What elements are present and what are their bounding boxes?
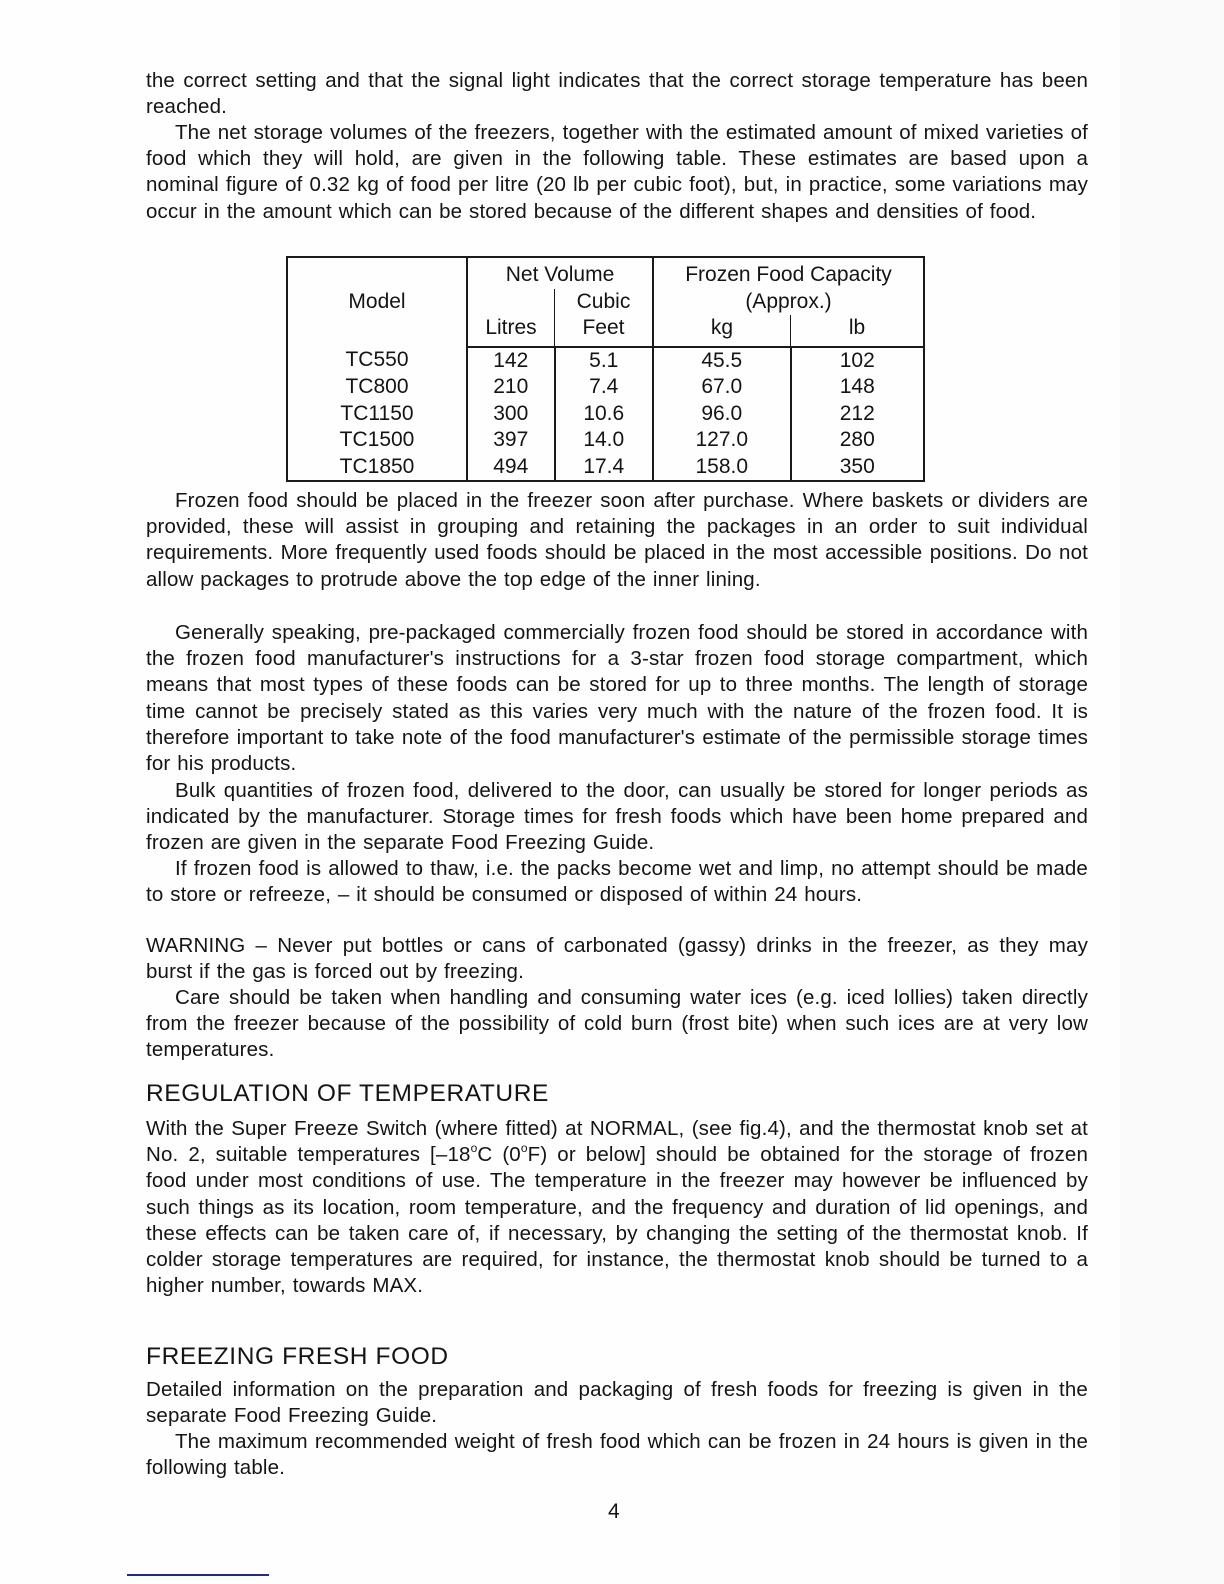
paragraph-net-storage: The net storage volumes of the freezers, together with the estimated amount of mixed varieties of food which they will hold, are given in the following table. These estimates are based upon a nominal figure of 0.32 kg of food per litre (20 lb per cubic foot), but, in practice, some variations may occur in the amount which can be stored because of the different shapes and densities of food. (146, 121, 1088, 223)
table-row: TC1500 397 14.0 127.0 280 (287, 427, 924, 454)
paragraph-continued: the correct setting and that the signal light indicates that the correct storage temperature has been reached. (146, 69, 1088, 119)
paragraph-water-ices: Care should be taken when handling and consuming water ices (e.g. iced lollies) taken directly from the freezer because of the possibility of cold burn (frost bite) when such ices are at very low temperatures. (146, 986, 1088, 1062)
header-feet: Feet (555, 315, 654, 347)
header-net-volume: Net Volume (467, 257, 653, 289)
table-header-row-1 (287, 257, 924, 289)
paragraph-max-weight: The maximum recommended weight of fresh food which can be frozen in 24 hours is given in the following table. (146, 1430, 1088, 1480)
heading-regulation-of-temperature: REGULATION OF TEMPERATURE (146, 1080, 549, 1107)
table-row: TC1150 300 10.6 96.0 212 (287, 401, 924, 428)
header-litres: Litres (467, 315, 555, 347)
degree-symbol: o (520, 1141, 528, 1156)
degree-symbol: o (470, 1141, 478, 1156)
header-kg: kg (653, 315, 791, 347)
paragraph-bulk-quantities: Bulk quantities of frozen food, delivered to the door, can usually be stored for longer periods as indicated by the manufacturer. Storage times for fresh foods which have been home prepared and frozen are given in the separate Food Freezing Guide. (146, 779, 1088, 855)
page-margin-shade (1120, 0, 1224, 1584)
capacity-table (286, 256, 925, 482)
paragraph-thaw: If frozen food is allowed to thaw, i.e. the packs become wet and limp, no attempt should be made to store or refreeze, – it should be consumed or disposed of within 24 hours. (146, 857, 1088, 907)
header-lb: lb (791, 315, 925, 347)
header-cubic: Cubic (555, 289, 654, 316)
header-model: Model (348, 290, 406, 313)
paragraph-commercial-storage: Generally speaking, pre-packaged commercially frozen food should be stored in accordance with the frozen food manufacturer's instructions for a 3-star frozen food storage compartment, which means that most types of these foods can be stored for up to three months. The length of storage time cannot be precisely stated as this varies very much with the nature of the frozen food. It is therefore important to take note of the food manufacturer's estimate of the permissible storage times for his products. (146, 621, 1088, 776)
table-row: TC550 142 5.1 45.5 102 (287, 347, 924, 375)
paragraph-regulation: With the Super Freeze Switch (where fitted) at NORMAL, (see fig.4), and the thermostat knob set at No. 2, suitable temperatures [–18$^o$C (0$^o$F) or below] should be obtained for the storage of frozen food under most conditions of use. The temperature in the freezer may however be influenced by such things as its location, room temperature, and the frequency and duration of lid openings, and these effects can be taken care of, if necessary, by changing the setting of the thermostat knob. If colder storage temperatures are required, for instance, the thermostat knob should be turned to a higher number, towards MAX. (146, 1117, 1088, 1298)
table-row: TC800 210 7.4 67.0 148 (287, 374, 924, 401)
header-approx: (Approx.) (653, 289, 924, 316)
page-number: 4 (608, 1500, 620, 1523)
header-frozen-food-capacity: Frozen Food Capacity (653, 257, 924, 289)
warning-paragraph: WARNING – Never put bottles or cans of carbonated (gassy) drinks in the freezer, as they may burst if the gas is forced out by freezing. (146, 934, 1088, 984)
heading-freezing-fresh-food: FREEZING FRESH FOOD (146, 1343, 449, 1370)
paragraph-placement: Frozen food should be placed in the freezer soon after purchase. Where baskets or dividers are provided, these will assist in grouping and retaining the packages in an order to suit individual requirements. More frequently used foods should be placed in the most accessible positions. Do not allow packages to protrude above the top edge of the inner lining. (146, 489, 1088, 591)
paragraph-freezing-guide: Detailed information on the preparation and packaging of fresh foods for freezing is given in the separate Food Freezing Guide. (146, 1378, 1088, 1428)
table-row: TC1850 494 17.4 158.0 350 (287, 454, 924, 482)
footer-rule (127, 1574, 269, 1576)
